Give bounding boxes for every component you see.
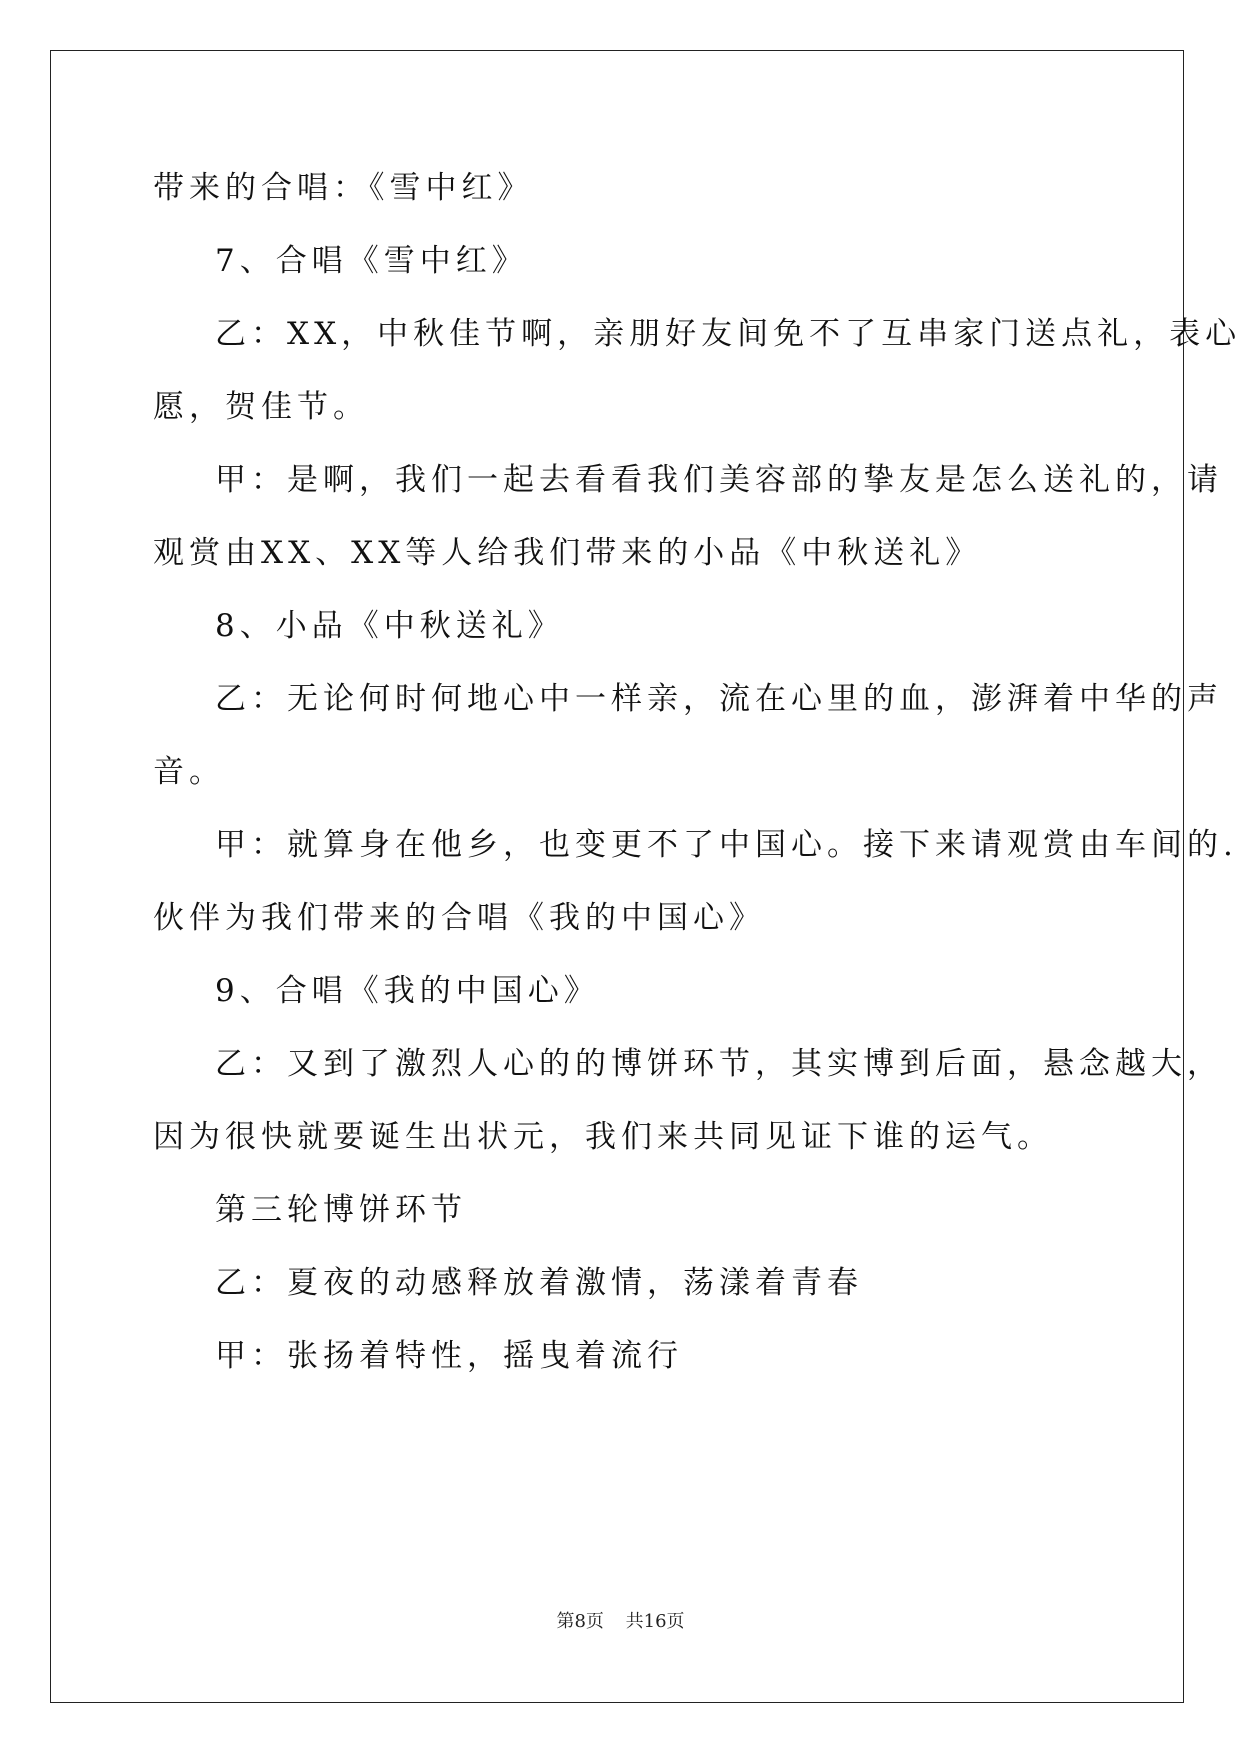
page-border	[50, 50, 1184, 1703]
dialogue-line: 甲：就算身在他乡，也变更不了中国心。接下来请观赏由车间的.	[215, 827, 1238, 863]
text-line: 愿，贺佳节。	[153, 389, 369, 425]
dialogue-line: 乙：夏夜的动感释放着激情，荡漾着青春	[215, 1265, 863, 1301]
page-number: 第8页	[556, 1611, 604, 1632]
dialogue-line: 甲：张扬着特性，摇曳着流行	[215, 1338, 683, 1374]
text-line: 因为很快就要诞生出状元，我们来共同见证下谁的运气。	[153, 1119, 1053, 1155]
page-total: 共16页	[625, 1611, 685, 1632]
page-footer	[0, 1610, 1241, 1634]
program-item-heading: 7、合唱《雪中红》	[215, 243, 528, 279]
text-line: 音。	[153, 754, 225, 790]
text-line: 伙伴为我们带来的合唱《我的中国心》	[153, 900, 765, 936]
dialogue-line: 甲：是啊，我们一起去看看我们美容部的挚友是怎么送礼的，请	[215, 462, 1223, 498]
section-heading: 第三轮博饼环节	[215, 1192, 467, 1228]
dialogue-line: 乙：无论何时何地心中一样亲，流在心里的血，澎湃着中华的声	[215, 681, 1223, 717]
dialogue-line: 乙：又到了激烈人心的的博饼环节，其实博到后面，悬念越大，	[215, 1046, 1223, 1082]
text-line: 观赏由XX、XX等人给我们带来的小品《中秋送礼》	[153, 535, 982, 571]
text-line: 带来的合唱：《雪中红》	[153, 170, 534, 206]
dialogue-line: 乙：XX，中秋佳节啊，亲朋好友间免不了互串家门送点礼，表心	[215, 316, 1241, 352]
program-item-heading: 9、合唱《我的中国心》	[215, 973, 600, 1009]
program-item-heading: 8、小品《中秋送礼》	[215, 608, 564, 644]
